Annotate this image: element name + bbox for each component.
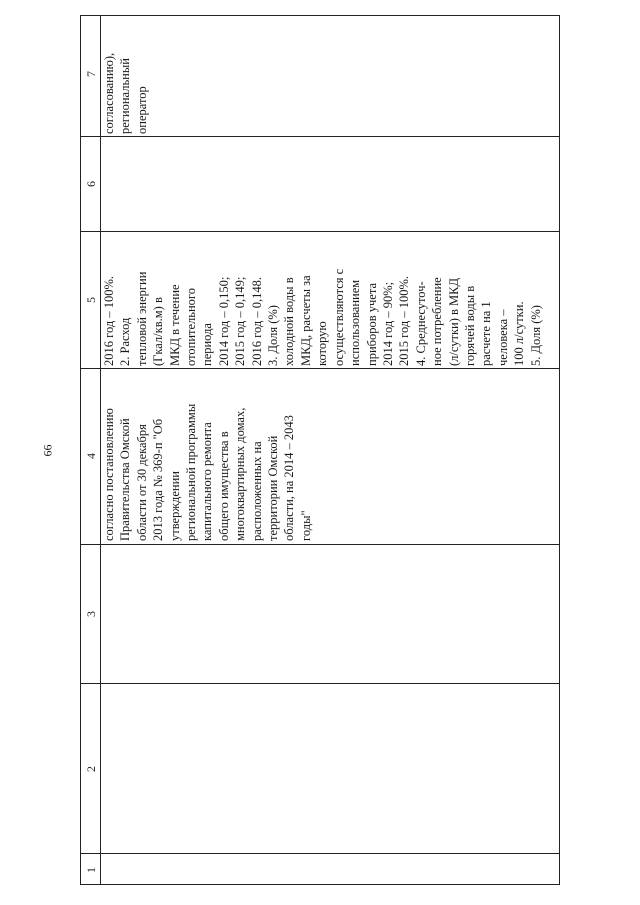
header-col-5: 5 — [83, 297, 98, 303]
header-col-2: 2 — [83, 766, 98, 772]
header-col-1: 1 — [83, 867, 98, 873]
cell-col7: согласованию), региональный оператор — [102, 52, 149, 134]
column-divider — [81, 231, 559, 232]
column-divider — [81, 683, 559, 684]
column-divider — [81, 853, 559, 854]
cell-col4: согласно постановлению Правительства Омской области от 30 декабря 2013 года № 369-п "Об утверждении региональной программы капитального ремонта общего имущества в многоквартирных домах, расположенных на территории Омской области, на 2014 – 2043 годы" — [102, 403, 313, 541]
column-divider — [81, 368, 559, 369]
column-divider — [81, 544, 559, 545]
header-col-6: 6 — [83, 181, 98, 187]
header-col-3: 3 — [83, 611, 98, 617]
page-number: 66 — [40, 444, 55, 457]
column-divider — [81, 136, 559, 137]
table — [80, 15, 560, 885]
header-col-4: 4 — [83, 453, 98, 459]
header-col-7: 7 — [83, 71, 98, 77]
cell-col5: 2016 год – 100%. 2. Расход тепловой энергии (Гкал/кв.м) в МКД в течение отопительного периода 2014 год – 0,150; 2015 год – 0,149; 2016 год – 0,148. 3. Доля (%) холодной воды в МКД, расчеты за которую осуществляются с использованием приборов учета 2014 год – 90%; 2015 год – 100%. 4. Среднесуточ- ное потребление (л/сутки) в МКД горячей воды в расчете на 1 человека – 100 л/сутки. 5. Доля (%) — [102, 268, 543, 366]
